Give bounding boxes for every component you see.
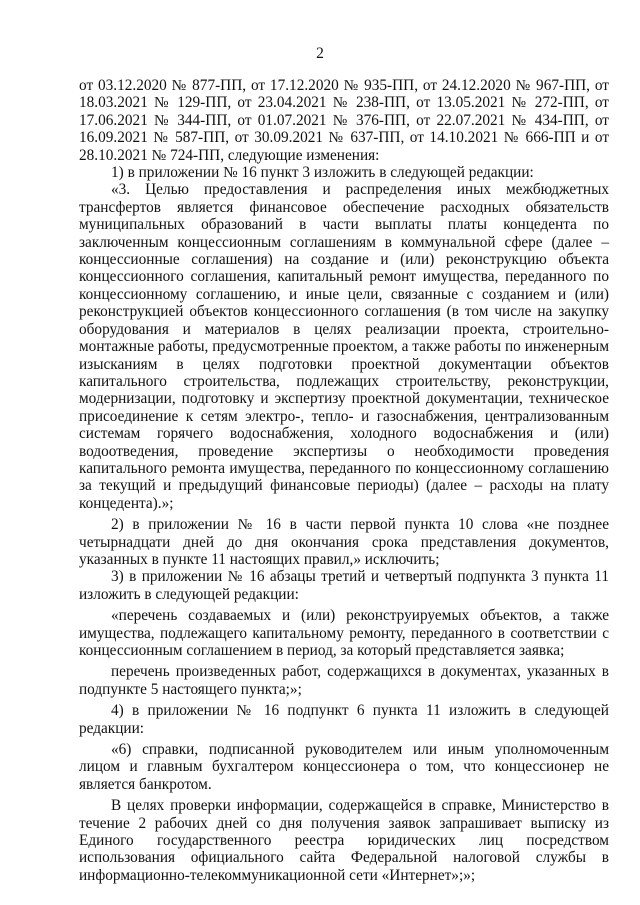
- page-number: 2: [316, 45, 324, 62]
- paragraph-item-4-text: «6) справки, подписанной руководителем или иным уполномоченным лицом и главным бухгалтером концессионера о том, что концессионер не является банкротом.: [79, 741, 609, 793]
- paragraph-item-3-text-a: «перечень создаваемых и (или) реконструируемых объектов, а также имущества, подлежащего капитальному ремонту, переданного в соответствии с концессионным соглашением в период, за который представляется заявка;: [79, 607, 609, 659]
- paragraph-item-1-text: «3. Целью предоставления и распределения иных межбюджетных трансфертов является финансовое обеспечение расходных обязательств муниципальных образований в части выплаты платы концедента по заключенным концессионным соглашениям в коммунальной сфере (далее – концессионные соглашения) на создание и (или) реконструкцию объекта концессионного соглашения, капитальный ремонт имущества, переданного по концессионному соглашению, и иные цели, связанные с созданием и (или) реконструкцией объектов концессионного соглашения (в том числе на закупку оборудования и материалов в целях реализации проекта, строительно-монтажные работы, предусмотренные проектом, а также работы по инженерным изысканиям в целях подготовки проектной документации объектов капитального строительства, подлежащих строительству, реконструкции, модернизации, подготовку и экспертизу проектной документации, техническое присоединение к сетям электро-, тепло- и газоснабжения, централизованным системам горячего водоснабжения, холодного водоснабжения и (или) водоотведения, проведение экспертизы о необходимости проведения капитального ремонта имущества, переданного по концессионному соглашению за текущий и предыдущий финансовые периоды) (далее – расходы на плату концедента).»;: [79, 181, 609, 512]
- paragraph-item-3: 3) в приложении № 16 абзацы третий и четвертый подпункта 3 пункта 11 изложить в следующей редакции:: [79, 568, 609, 603]
- paragraph-item-2: 2) в приложении № 16 в части первой пункта 10 слова «не позднее четырнадцати дней до дня окончания срока представления документов, указанных в пункте 11 настоящих правил,» исключить;: [79, 516, 609, 568]
- paragraph-item-3-text-b: перечень произведенных работ, содержащихся в документах, указанных в подпункте 5 настоящего пункта;»;: [79, 663, 609, 698]
- paragraph-item-1: 1) в приложении № 16 пункт 3 изложить в следующей редакции:: [111, 164, 534, 182]
- paragraph-resolutions-list: от 03.12.2020 № 877-ПП, от 17.12.2020 № 935-ПП, от 24.12.2020 № 967-ПП, от 18.03.2021 № 129-ПП, от 23.04.2021 № 238-ПП, от 13.05.2021 № 272-ПП, от 17.06.2021 № 344-ПП, от 01.07.2021 № 376-ПП, от 22.07.2021 № 434-ПП, от 16.09.2021 № 587-ПП, от 30.09.2021 № 637-ПП, от 14.10.2021 № 666-ПП и от 28.10.2021 № 724-ПП, следующие изменения:: [79, 77, 609, 164]
- document-body: [79, 77, 609, 884]
- paragraph-item-4: 4) в приложении № 16 подпункт 6 пункта 11 изложить в следующей редакции:: [79, 702, 609, 737]
- paragraph-verification: В целях проверки информации, содержащейся в справке, Министерство в течение 2 рабочих дней со дня получения заявок запрашивает выписку из Единого государственного реестра юридических лиц посредством использования официального сайта Федеральной налоговой службы в информационно-телекоммуникационной сети «Интернет»;»;: [79, 797, 609, 884]
